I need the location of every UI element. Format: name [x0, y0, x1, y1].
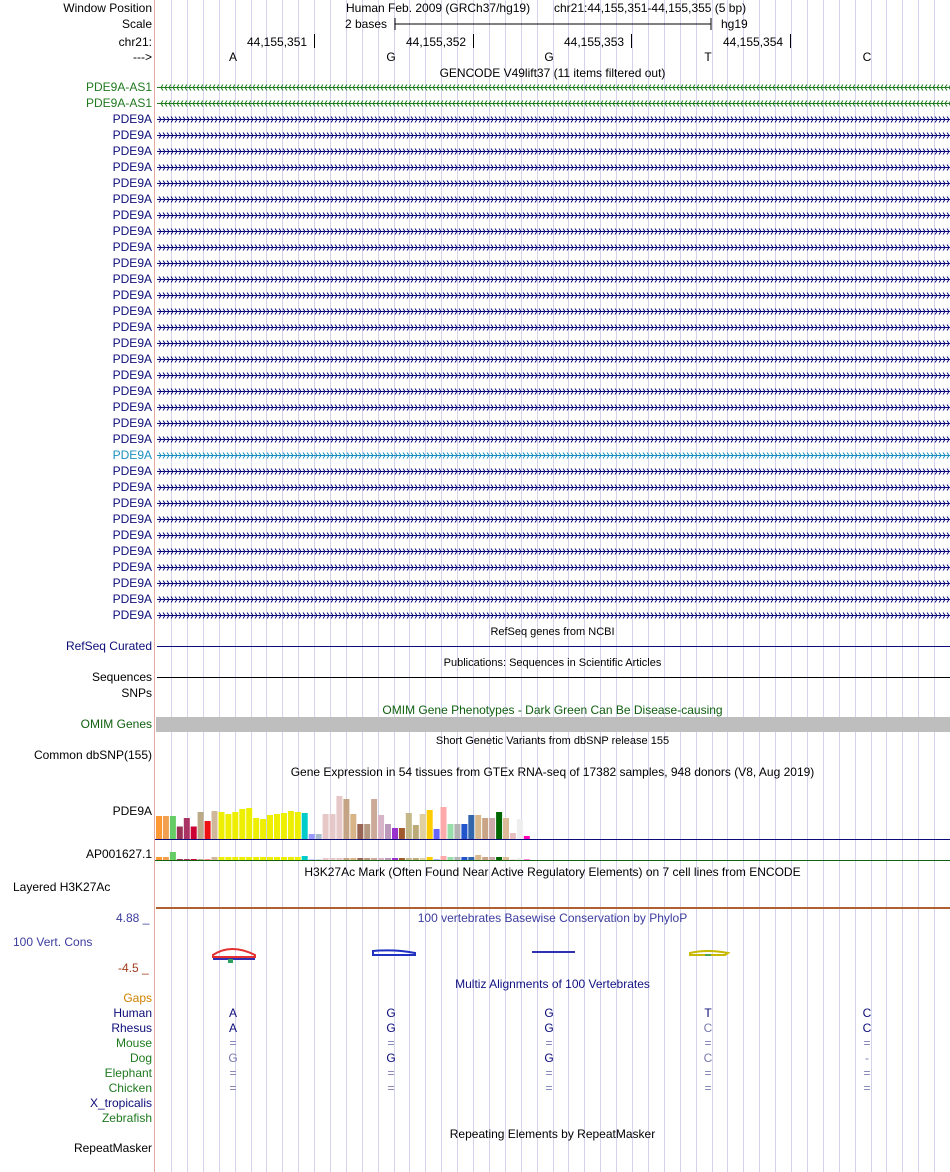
- gencode-transcript[interactable]: [157, 453, 950, 459]
- gtex-ap001627-bar[interactable]: [246, 857, 252, 860]
- gtex-pde9a-bar[interactable]: [371, 799, 377, 839]
- gtex-pde9a-bar[interactable]: [177, 827, 183, 840]
- gtex-ap001627-bar[interactable]: [475, 855, 481, 860]
- multiz-base: =: [545, 1036, 553, 1050]
- gtex-ap001627-bar[interactable]: [309, 860, 315, 861]
- multiz-base: =: [704, 1036, 712, 1050]
- gencode-item-label[interactable]: PDE9A: [112, 112, 152, 126]
- gencode-item-label[interactable]: PDE9A: [112, 256, 152, 270]
- multiz-species-label[interactable]: Rhesus: [111, 1021, 152, 1035]
- multiz-base: =: [229, 1066, 237, 1080]
- base-letter: G: [386, 50, 396, 64]
- base-letter: C: [862, 50, 872, 64]
- gtex-ap001627-bar[interactable]: [316, 860, 322, 861]
- gtex-pde9a-bar[interactable]: [364, 824, 370, 839]
- gtex-pde9a-bar[interactable]: [461, 824, 467, 839]
- phylop-glyphs[interactable]: [155, 943, 950, 967]
- multiz-base: =: [704, 1081, 712, 1095]
- gencode-item-label[interactable]: PDE9A: [112, 432, 152, 446]
- multiz-base: C: [703, 1021, 713, 1035]
- gtex-ap001627-bar[interactable]: [496, 857, 502, 860]
- gencode-item-label[interactable]: PDE9A: [112, 528, 152, 542]
- base-letter: A: [228, 50, 237, 64]
- gencode-transcript[interactable]: [157, 213, 950, 219]
- gencode-track[interactable]: [155, 80, 950, 624]
- gencode-transcript[interactable]: [157, 309, 950, 315]
- gtex-pde9a-bar[interactable]: [468, 815, 474, 839]
- gencode-item-label[interactable]: PDE9A: [112, 272, 152, 286]
- gtex-ap001627-bar[interactable]: [198, 859, 204, 860]
- gtex-ap001627-bar[interactable]: [378, 858, 384, 860]
- gencode-transcript[interactable]: [157, 485, 950, 491]
- gtex-pde9a-bar[interactable]: [288, 811, 294, 839]
- gencode-item-label[interactable]: PDE9A: [112, 336, 152, 350]
- multiz-base: C: [862, 1021, 872, 1035]
- gtex-ap001627-bar[interactable]: [441, 856, 447, 860]
- phylop-track-title[interactable]: 100 vertebrates Basewise Conservation by PhyloP: [417, 911, 688, 925]
- refseq-label[interactable]: RefSeq Curated: [65, 639, 152, 653]
- multiz-base: G: [544, 1051, 554, 1065]
- gencode-transcript[interactable]: [157, 85, 950, 91]
- gtex-ap001627-bar[interactable]: [399, 858, 405, 860]
- gencode-item-label[interactable]: PDE9A: [112, 608, 152, 622]
- multiz-base: G: [228, 1051, 238, 1065]
- gtex-ap001627-bar[interactable]: [343, 858, 349, 860]
- multiz-base: =: [545, 1081, 553, 1095]
- gtex-ap001627-bar[interactable]: [163, 857, 169, 860]
- gtex-pde9a-bar[interactable]: [496, 812, 502, 839]
- gencode-item-label[interactable]: PDE9A: [112, 208, 152, 222]
- h3k27ac-label[interactable]: Layered H3K27Ac: [13, 880, 111, 894]
- gencode-item-label[interactable]: PDE9A: [112, 224, 152, 238]
- multiz-base: C: [862, 1006, 872, 1020]
- gencode-transcript[interactable]: [157, 261, 950, 267]
- gtex-pde9a-bar[interactable]: [350, 814, 356, 839]
- gtex-expression-chart[interactable]: [155, 778, 950, 862]
- coordinate-label: 44,155,352: [406, 35, 467, 49]
- gtex-pde9a-bar[interactable]: [212, 811, 218, 839]
- gencode-item-label[interactable]: PDE9A: [112, 368, 152, 382]
- window-position-label: Window Position: [63, 1, 152, 15]
- multiz-gaps-label: Gaps: [123, 991, 152, 1005]
- gtex-pde9a-bar[interactable]: [156, 816, 162, 839]
- multiz-track-title[interactable]: Multiz Alignments of 100 Vertebrates: [455, 977, 650, 991]
- multiz-base: =: [229, 1081, 237, 1095]
- gtex-ap001627-bar[interactable]: [288, 857, 294, 860]
- multiz-base: T: [704, 1006, 712, 1020]
- gencode-transcript[interactable]: [157, 373, 950, 379]
- multiz-base: G: [544, 1021, 554, 1035]
- publications-track-line[interactable]: [157, 677, 950, 678]
- multiz-base: =: [863, 1066, 871, 1080]
- omim-label[interactable]: OMIM Genes: [80, 717, 152, 731]
- scale-bar: [394, 17, 714, 31]
- gtex-ap001627-bar[interactable]: [260, 857, 266, 860]
- multiz-base: G: [386, 1051, 396, 1065]
- gtex-ap001627-bar[interactable]: [295, 857, 301, 860]
- gtex-pde9a-bar[interactable]: [239, 809, 245, 839]
- gtex-ap001627-bar[interactable]: [510, 860, 516, 861]
- gencode-transcript[interactable]: [157, 597, 950, 603]
- coordinate-tick: [473, 34, 474, 48]
- publications-sequences-label[interactable]: Sequences: [91, 670, 152, 684]
- gtex-pde9a-bar[interactable]: [205, 821, 211, 839]
- multiz-base: A: [228, 1006, 237, 1020]
- gtex-ap001627-bar[interactable]: [434, 860, 440, 861]
- gtex-pde9a-bar[interactable]: [517, 819, 523, 839]
- gencode-transcript[interactable]: [157, 325, 950, 331]
- gtex-pde9a-bar[interactable]: [219, 812, 225, 839]
- gtex-ap001627-bar[interactable]: [177, 859, 183, 860]
- scale-label: Scale: [121, 17, 152, 31]
- gencode-item-label[interactable]: PDE9A: [112, 128, 152, 142]
- publications-snps-label[interactable]: SNPs: [121, 686, 152, 700]
- gtex-pde9a-bar[interactable]: [336, 796, 342, 839]
- gencode-transcript[interactable]: [157, 565, 950, 571]
- gtex-ap001627-bar[interactable]: [461, 857, 467, 860]
- multiz-species-label[interactable]: Chicken: [108, 1081, 152, 1095]
- position-readout[interactable]: chr21:44,155,351-44,155,355 (5 bp): [554, 1, 747, 15]
- gtex-ap001627-bar[interactable]: [420, 858, 426, 860]
- phylop-min-label: -4.5 _: [118, 961, 149, 975]
- refseq-track-line[interactable]: [157, 646, 950, 647]
- gtex-pde9a-bar[interactable]: [448, 824, 454, 839]
- gencode-transcript[interactable]: [157, 229, 950, 235]
- multiz-species-label[interactable]: X_tropicalis: [89, 1096, 152, 1110]
- gencode-item-label[interactable]: PDE9A-AS1: [85, 96, 152, 110]
- repeatmasker-label[interactable]: RepeatMasker: [73, 1141, 152, 1155]
- gtex-pde9a-bar[interactable]: [170, 816, 176, 839]
- gtex-pde9a-bar[interactable]: [343, 799, 349, 839]
- multiz-base: =: [704, 1066, 712, 1080]
- gencode-track-title[interactable]: GENCODE V49lift37 (11 items filtered out): [439, 66, 666, 80]
- gencode-transcript[interactable]: [157, 549, 950, 555]
- gencode-item-label[interactable]: PDE9A: [112, 448, 152, 462]
- dbsnp-track-title[interactable]: Short Genetic Variants from dbSNP release 155: [435, 735, 670, 747]
- gtex-ap001627-bar[interactable]: [302, 856, 308, 860]
- h3k27ac-track-title[interactable]: H3K27Ac Mark (Often Found Near Active Regulatory Elements) on 7 cell lines from ENCODE: [304, 865, 801, 879]
- gtex-pde9a-bar[interactable]: [434, 829, 440, 839]
- gtex-pde9a-bar[interactable]: [295, 812, 301, 839]
- gtex-ap001627-bar[interactable]: [413, 858, 419, 860]
- gtex-ap001627-bar[interactable]: [364, 858, 370, 860]
- gtex-pde9a-bar[interactable]: [475, 815, 481, 839]
- gtex-ap001627-bar[interactable]: [371, 858, 377, 860]
- omim-feature-bar[interactable]: [156, 717, 950, 732]
- gtex-pde9a-bar[interactable]: [316, 834, 322, 839]
- gtex-ap001627-bar[interactable]: [489, 857, 495, 860]
- gtex-ap001627-bar[interactable]: [336, 858, 342, 860]
- gencode-item-label[interactable]: PDE9A: [112, 304, 152, 318]
- multiz-species-label[interactable]: Dog: [129, 1051, 152, 1065]
- multiz-base: =: [387, 1066, 395, 1080]
- gtex-ap001627-bar[interactable]: [225, 857, 231, 860]
- gencode-item-label[interactable]: PDE9A: [112, 352, 152, 366]
- gtex-ap001627-bar[interactable]: [232, 857, 238, 860]
- gtex-pde9a-bar[interactable]: [378, 815, 384, 839]
- gencode-item-label[interactable]: PDE9A: [112, 576, 152, 590]
- gencode-item-label[interactable]: PDE9A: [112, 144, 152, 158]
- gencode-item-label[interactable]: PDE9A: [112, 464, 152, 478]
- phylop-max-label: 4.88 _: [116, 911, 150, 925]
- gtex-ap001627-bar[interactable]: [503, 857, 509, 860]
- multiz-base: =: [863, 1036, 871, 1050]
- gtex-pde9a-bar[interactable]: [163, 816, 169, 839]
- gtex-pde9a-bar[interactable]: [489, 818, 495, 839]
- gencode-transcript[interactable]: [157, 245, 950, 251]
- multiz-base: -: [865, 1051, 869, 1065]
- gtex-ap001627-bar[interactable]: [239, 857, 245, 860]
- gencode-item-label[interactable]: PDE9A: [112, 592, 152, 606]
- gencode-transcript[interactable]: [157, 133, 950, 139]
- gtex-pde9a-bar[interactable]: [260, 819, 266, 839]
- coordinate-label: 44,155,354: [723, 35, 784, 49]
- multiz-base: =: [229, 1036, 237, 1050]
- gtex-pde9a-bar[interactable]: [267, 815, 273, 839]
- gtex-ap001627-bar[interactable]: [517, 858, 523, 860]
- gencode-item-label[interactable]: PDE9A: [112, 544, 152, 558]
- multiz-species-label[interactable]: Zebrafish: [101, 1111, 152, 1125]
- multiz-species-label[interactable]: Elephant: [104, 1066, 152, 1080]
- multiz-base: =: [387, 1081, 395, 1095]
- gtex-ap001627-bar[interactable]: [482, 857, 488, 860]
- gencode-transcript[interactable]: [157, 277, 950, 283]
- multiz-base: G: [386, 1021, 396, 1035]
- refseq-track-title[interactable]: RefSeq genes from NCBI: [490, 626, 615, 638]
- gtex-ap001627-bar[interactable]: [357, 858, 363, 860]
- gencode-transcript[interactable]: [157, 357, 950, 363]
- multiz-species-label[interactable]: Human: [113, 1006, 152, 1020]
- gtex-ap001627-bar[interactable]: [267, 857, 273, 860]
- gencode-item-label[interactable]: PDE9A-AS1: [85, 80, 152, 94]
- gtex-ap001627-bar[interactable]: [454, 857, 460, 860]
- gtex-ap001627-bar[interactable]: [156, 857, 162, 860]
- gencode-transcript[interactable]: [157, 293, 950, 299]
- multiz-species-label[interactable]: Mouse: [115, 1036, 152, 1050]
- gencode-item-label[interactable]: PDE9A: [112, 160, 152, 174]
- gtex-ap001627-bar[interactable]: [385, 858, 391, 860]
- gencode-item-label[interactable]: PDE9A: [112, 320, 152, 334]
- multiz-base: =: [545, 1066, 553, 1080]
- gtex-pde9a-bar[interactable]: [482, 818, 488, 839]
- gtex-pde9a-bar[interactable]: [274, 814, 280, 839]
- gtex-pde9a-bar[interactable]: [309, 834, 315, 839]
- gtex-pde9a-bar[interactable]: [357, 824, 363, 839]
- gencode-item-label[interactable]: PDE9A: [112, 512, 152, 526]
- gtex-pde9a-bar[interactable]: [330, 814, 336, 839]
- gtex-ap001627-bar[interactable]: [406, 858, 412, 860]
- gtex-ap001627-bar[interactable]: [253, 857, 259, 860]
- gtex-pde9a-bar[interactable]: [454, 824, 460, 839]
- gencode-transcript[interactable]: [157, 389, 950, 395]
- coordinate-tick: [631, 34, 632, 48]
- gtex-pde9a-bar[interactable]: [510, 833, 516, 839]
- gencode-transcript[interactable]: [157, 437, 950, 443]
- gencode-transcript[interactable]: [157, 469, 950, 475]
- gencode-transcript[interactable]: [157, 101, 950, 107]
- gtex-pde9a-bar[interactable]: [420, 814, 426, 839]
- gtex-pde9a-bar[interactable]: [406, 813, 412, 839]
- gtex-ap001627-bar[interactable]: [427, 857, 433, 860]
- multiz-base: C: [703, 1051, 713, 1065]
- phylop-label[interactable]: 100 Vert. Cons: [13, 935, 93, 949]
- assembly-name: Human Feb. 2009 (GRCh37/hg19): [346, 1, 531, 15]
- coordinate-tick: [314, 34, 315, 48]
- gtex-ap001627-bar[interactable]: [170, 852, 176, 860]
- gencode-transcript[interactable]: [157, 517, 950, 523]
- gtex-pde9a-bar[interactable]: [184, 818, 190, 839]
- gtex-pde9a-bar[interactable]: [524, 836, 530, 839]
- coordinate-label: 44,155,351: [247, 35, 308, 49]
- scale-text: 2 bases: [345, 17, 388, 31]
- gencode-item-label[interactable]: PDE9A: [112, 288, 152, 302]
- gtex-pde9a-bar[interactable]: [198, 812, 204, 839]
- gtex-ap001627-bar[interactable]: [330, 858, 336, 860]
- gtex-ap001627-bar[interactable]: [350, 858, 356, 860]
- gtex-gene-label-1[interactable]: PDE9A: [112, 804, 152, 818]
- multiz-base: G: [544, 1006, 554, 1020]
- multiz-base: =: [863, 1081, 871, 1095]
- gtex-pde9a-bar[interactable]: [399, 828, 405, 839]
- gencode-item-label[interactable]: PDE9A: [112, 240, 152, 254]
- gencode-transcript[interactable]: [157, 613, 950, 619]
- multiz-base: G: [386, 1006, 396, 1020]
- gencode-item-label[interactable]: PDE9A: [112, 496, 152, 510]
- repeatmasker-track-title[interactable]: Repeating Elements by RepeatMasker: [449, 1127, 656, 1141]
- gencode-transcript[interactable]: [157, 421, 950, 427]
- coordinate-tick: [790, 34, 791, 48]
- scale-db: hg19: [721, 17, 748, 31]
- h3k27ac-signal-line[interactable]: [156, 907, 950, 909]
- gtex-pde9a-bar[interactable]: [441, 807, 447, 839]
- gencode-transcript[interactable]: [157, 149, 950, 155]
- gencode-item-label[interactable]: PDE9A: [112, 192, 152, 206]
- gencode-item-label[interactable]: PDE9A: [112, 176, 152, 190]
- coordinate-label: 44,155,353: [564, 35, 625, 49]
- gencode-transcript[interactable]: [157, 165, 950, 171]
- multiz-base: =: [387, 1036, 395, 1050]
- gtex-ap001627-bar[interactable]: [468, 857, 474, 860]
- base-letter: T: [704, 50, 712, 64]
- gtex-ap001627-bar[interactable]: [205, 860, 211, 861]
- gencode-transcript[interactable]: [157, 181, 950, 187]
- gtex-pde9a-bar[interactable]: [246, 808, 252, 839]
- gtex-pde9a-bar[interactable]: [232, 812, 238, 839]
- gencode-item-label[interactable]: PDE9A: [112, 384, 152, 398]
- gtex-ap001627-bar[interactable]: [524, 860, 530, 861]
- gtex-pde9a-bar[interactable]: [392, 828, 398, 839]
- gtex-gene-label-2[interactable]: AP001627.1: [85, 847, 152, 861]
- gtex-pde9a-bar[interactable]: [281, 813, 287, 839]
- gencode-transcript[interactable]: [157, 533, 950, 539]
- gtex-pde9a-bar[interactable]: [427, 810, 433, 839]
- gtex-pde9a-bar[interactable]: [302, 813, 308, 839]
- gencode-transcript[interactable]: [157, 581, 950, 587]
- gtex-ap001627-bar[interactable]: [184, 859, 190, 860]
- gencode-transcript[interactable]: [157, 117, 950, 123]
- gtex-ap001627-bar[interactable]: [212, 857, 218, 860]
- gtex-pde9a-bar[interactable]: [413, 825, 419, 839]
- dbsnp-label[interactable]: Common dbSNP(155): [33, 748, 152, 762]
- gtex-ap001627-bar[interactable]: [191, 859, 197, 860]
- gencode-transcript[interactable]: [157, 341, 950, 347]
- multiz-base: A: [228, 1021, 237, 1035]
- chrom-label: chr21:: [118, 35, 152, 49]
- base-letter: G: [544, 50, 554, 64]
- gtex-pde9a-bar[interactable]: [253, 818, 259, 839]
- gencode-transcript[interactable]: [157, 405, 950, 411]
- gtex-ap001627-bar[interactable]: [219, 857, 225, 860]
- gencode-transcript[interactable]: [157, 197, 950, 203]
- gencode-item-label[interactable]: PDE9A: [112, 416, 152, 430]
- gtex-ap001627-bar[interactable]: [448, 857, 454, 860]
- gtex-ap001627-bar[interactable]: [392, 858, 398, 860]
- publications-track-title[interactable]: Publications: Sequences in Scientific Articles: [443, 657, 662, 669]
- gtex-pde9a-bar[interactable]: [225, 814, 231, 839]
- gtex-ap001627-bar[interactable]: [323, 858, 329, 860]
- gtex-pde9a-bar[interactable]: [385, 824, 391, 839]
- gencode-transcript[interactable]: [157, 501, 950, 507]
- gencode-item-label[interactable]: PDE9A: [112, 480, 152, 494]
- gtex-pde9a-bar[interactable]: [191, 827, 197, 840]
- gtex-ap001627-bar[interactable]: [274, 857, 280, 860]
- omim-track-title[interactable]: OMIM Gene Phenotypes - Dark Green Can Be Disease-causing: [382, 703, 723, 717]
- gtex-pde9a-bar[interactable]: [323, 814, 329, 839]
- gtex-track-title[interactable]: Gene Expression in 54 tissues from GTEx RNA-seq of 17382 samples, 948 donors (V8, Aug 2019): [290, 765, 815, 779]
- gtex-pde9a-bar[interactable]: [503, 818, 509, 839]
- strand-label: --->: [133, 50, 152, 64]
- gtex-ap001627-bar[interactable]: [281, 857, 287, 860]
- gencode-item-label[interactable]: PDE9A: [112, 560, 152, 574]
- gencode-item-label[interactable]: PDE9A: [112, 400, 152, 414]
